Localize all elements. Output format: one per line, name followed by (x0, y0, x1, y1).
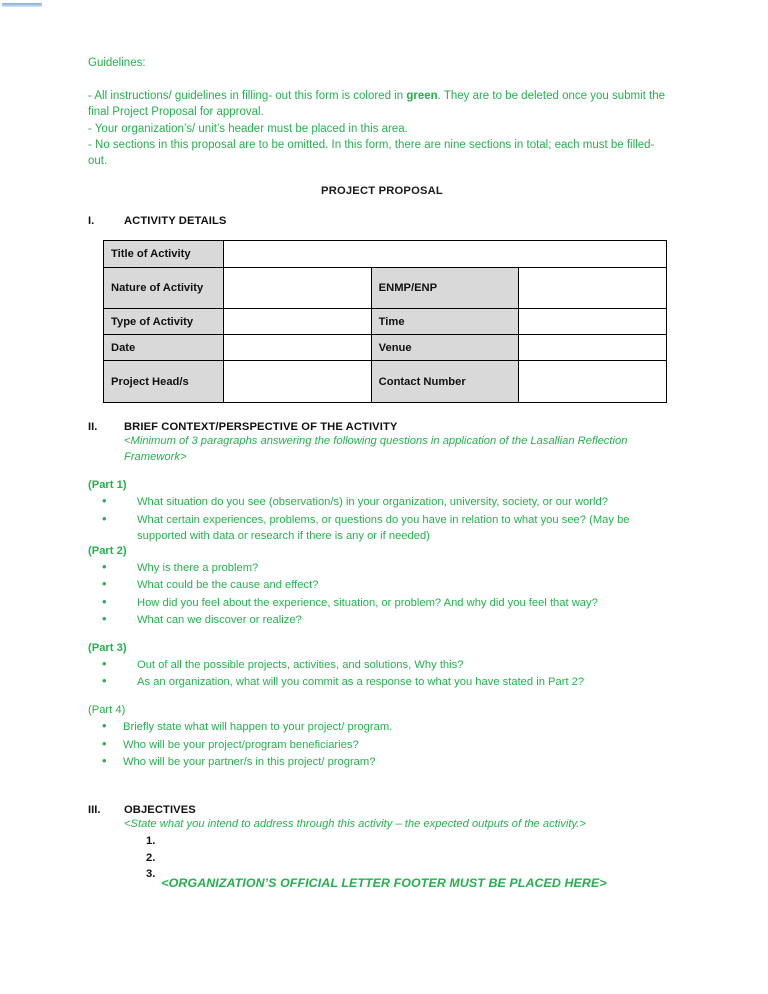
guidelines-line-1 (88, 88, 676, 121)
cell-label-project-heads: Project Head/s (104, 361, 224, 403)
page-title: PROJECT PROPOSAL (321, 185, 443, 198)
table-row-project-heads (104, 361, 667, 403)
section-numeral-two: II. (88, 421, 98, 434)
part-1-question-list (88, 494, 676, 544)
guidelines-line-1-part-b: . They are to be deleted once you submit the final Project Proposal for approval. (88, 90, 666, 119)
table-row-date (104, 335, 667, 361)
list-item: • Who will be your partner/s in this project/ program? (88, 754, 676, 770)
part-label-4: (Part 4) (88, 704, 126, 717)
list-item: • Who will be your project/program beneficiaries? (88, 737, 676, 753)
table-row-nature-of-activity (104, 268, 667, 309)
list-item: • What certain experiences, problems, or questions do you have in relation to what you see? (May be supported with data or research if there is any or if needed) (88, 512, 676, 544)
cell-label-nature-of-activity: Nature of Activity (104, 268, 224, 309)
part-3-question-list (88, 657, 676, 690)
cell-label-type-of-activity: Type of Activity (104, 309, 224, 335)
document-content (88, 56, 676, 882)
part-label-1: (Part 1) (88, 479, 127, 492)
section-heading-brief-context (88, 421, 676, 433)
guidelines-green-keyword: green (406, 90, 438, 102)
cell-value-project-heads[interactable] (224, 361, 372, 403)
cell-value-contact-number[interactable] (519, 361, 667, 403)
list-item: • Why is there a problem? (88, 560, 676, 576)
list-item: • How did you feel about the experience, situation, or problem? And why did you feel that way? (88, 595, 676, 611)
cell-label-date: Date (104, 335, 224, 361)
cell-value-time[interactable] (519, 309, 667, 335)
section-title-two: BRIEF CONTEXT/PERSPECTIVE OF THE ACTIVITY (124, 421, 398, 434)
guidelines-line-2: - Your organization’s/ unit’s header must be placed in this area. (88, 122, 408, 135)
list-item: • Out of all the possible projects, activities, and solutions, Why this? (88, 657, 676, 673)
table-row-type-of-activity (104, 309, 667, 335)
part-4-question-list (88, 719, 676, 770)
section-title-one: ACTIVITY DETAILS (124, 215, 227, 228)
cell-value-type-of-activity[interactable] (224, 309, 372, 335)
scan-artifact-bar (2, 3, 42, 7)
list-item: • What could be the cause and effect? (88, 577, 676, 593)
part-2-question-list (88, 560, 676, 628)
section-numeral-one: I. (88, 215, 95, 228)
guidelines-line-1-part-a: - All instructions/ guidelines in filling- out this form is colored in (88, 90, 407, 102)
list-item: • What can we discover or realize? (88, 612, 676, 628)
section-heading-activity-details (88, 215, 676, 227)
list-item: • What situation do you see (observation/s) in your organization, university, society, or our world? (88, 494, 676, 510)
cell-value-enmp-enp[interactable] (519, 268, 667, 309)
cell-label-time: Time (371, 309, 519, 335)
objectives-list (88, 833, 676, 882)
guidelines-heading: Guidelines: (88, 57, 146, 69)
spacer (88, 71, 676, 88)
cell-label-contact-number: Contact Number (371, 361, 519, 403)
table-row-title-of-activity (104, 241, 667, 268)
cell-label-title-of-activity: Title of Activity (104, 241, 224, 268)
list-item: • Briefly state what will happen to your project/ program. (88, 719, 676, 735)
section-two-note: <Minimum of 3 paragraphs answering the following questions in application of the Lasallian Reflection Framework> (124, 435, 628, 463)
guidelines-line-3: - No sections in this proposal are to be omitted. In this form, there are nine sections in total; each must be filled- out. (88, 138, 655, 168)
part-label-2: (Part 2) (88, 545, 127, 558)
section-title-three: OBJECTIVES (124, 803, 196, 816)
cell-value-date[interactable] (224, 335, 372, 361)
section-three-note: <State what you intend to address through this activity – the expected outputs of the activity.> (124, 817, 586, 830)
objective-item-2[interactable]: 2. (146, 851, 156, 864)
cell-label-venue: Venue (371, 335, 519, 361)
cell-value-nature-of-activity[interactable] (224, 268, 372, 309)
cell-value-title-of-activity[interactable] (224, 241, 667, 268)
cell-label-enmp-enp: ENMP/ENP (371, 268, 519, 309)
list-item: • As an organization, what will you commit as a response to what you have stated in Part 2? (88, 674, 676, 690)
activity-details-table (103, 240, 667, 403)
cell-value-venue[interactable] (519, 335, 667, 361)
objective-item-3[interactable]: 3. (146, 867, 156, 880)
part-label-3: (Part 3) (88, 641, 127, 654)
objective-item-1[interactable]: 1. (146, 835, 156, 848)
section-numeral-three: III. (88, 803, 101, 816)
footer-placeholder: <ORGANIZATION’S OFFICIAL LETTER FOOTER MUST BE PLACED HERE> (161, 876, 607, 890)
section-heading-objectives (88, 804, 676, 816)
